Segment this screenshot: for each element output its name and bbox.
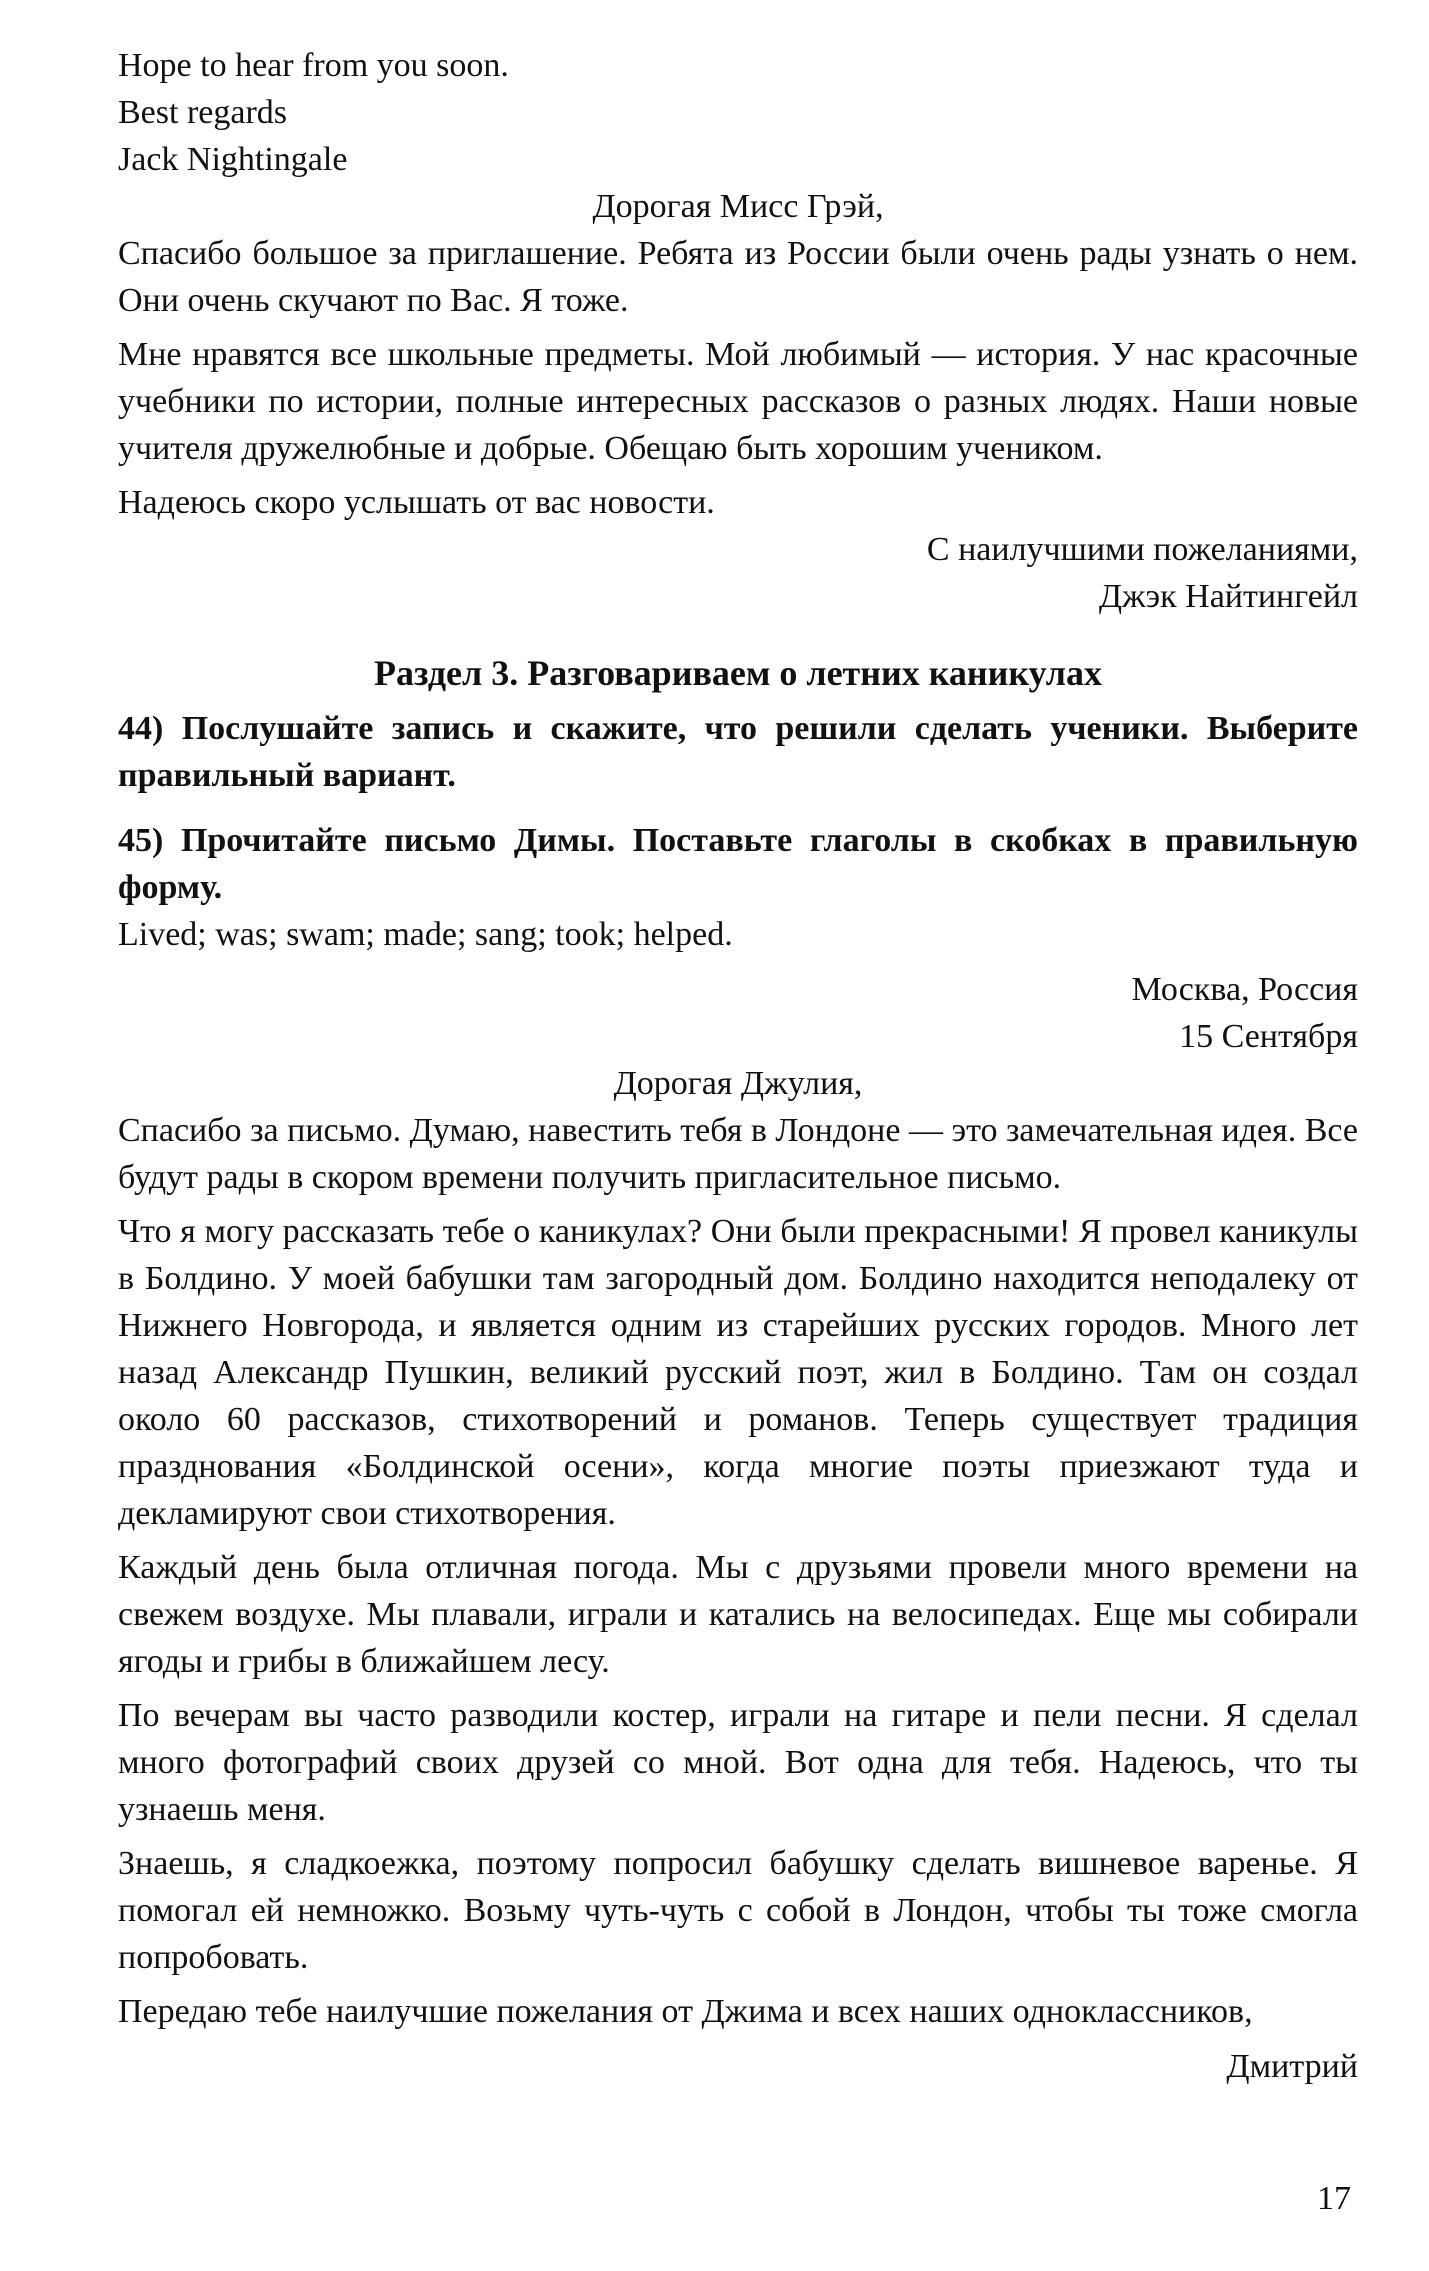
letter-paragraph: Спасибо за письмо. Думаю, навестить тебя в Лондоне — это замечательная идея. Все будут рады в скором времени получить пригласительное письмо. xyxy=(118,1112,1358,1196)
letter-paragraph: Каждый день была отличная погода. Мы с друзьями провели много времени на свежем воздухе. Мы плавали, играли и катались на велосипедах. Еще мы собирали ягоды и грибы в ближайшем лесу. xyxy=(118,1549,1358,1680)
letter-date: 15 Сентября xyxy=(1179,1018,1358,1055)
letter-end-regards: Best regards xyxy=(118,94,288,131)
letter-paragraph: Передаю тебе наилучшие пожелания от Джима и всех наших одноклассников, xyxy=(118,1993,1253,2030)
task-45-answers: Lived; was; swam; made; sang; took; helped. xyxy=(118,916,733,953)
section-title: Раздел 3. Разговариваем о летних каникулах xyxy=(374,653,1102,693)
letter-paragraph: Спасибо большое за приглашение. Ребята из России были очень рады узнать о нем. Они очень скучают по Вас. Я тоже. xyxy=(118,235,1358,319)
letter-signature: Дмитрий xyxy=(1226,2048,1358,2085)
letter-paragraph: Надеюсь скоро услышать от вас новости. xyxy=(118,484,715,521)
letter-paragraph: Что я могу рассказать тебе о каникулах? Они были прекрасными! Я провел каникулы в Болдино. У моей бабушки там загородный дом. Болдино находится неподалеку от Нижнего Новгорода, и является одним из старейших русских городов. Много лет назад Александр Пушкин, великий русский поэт, жил в Болдино. Там он создал около 60 рассказов, стихотворений и романов. Теперь существует традиция празднования «Болдинской осени», когда многие поэты приезжают туда и декламируют свои стихотворения. xyxy=(118,1213,1358,1532)
letter-paragraph: Знаешь, я сладкоежка, поэтому попросил бабушку сделать вишневое варенье. Я помогал ей немножко. Возьму чуть-чуть с собой в Лондон, чтобы ты тоже смогла попробовать. xyxy=(118,1845,1358,1976)
letter-greeting: Дорогая Мисс Грэй, xyxy=(592,188,884,225)
letter-paragraph: Мне нравятся все школьные предметы. Мой любимый — история. У нас красочные учебники по истории, полные интересных рассказов о разных людях. Наши новые учителя дружелюбные и добрые. Обещаю быть хорошим учеником. xyxy=(118,336,1358,467)
letter-greeting: Дорогая Джулия, xyxy=(613,1065,863,1102)
letter-end-line: Hope to hear from you soon. xyxy=(118,47,509,84)
task-44: 44) Послушайте запись и скажите, что решили сделать ученики. Выберите правильный вариант. xyxy=(118,710,1358,794)
letter-end-signature: Jack Nightingale xyxy=(118,141,348,178)
letter-closing: С наилучшими пожеланиями, xyxy=(926,531,1358,568)
letter-signature: Джэк Найтингейл xyxy=(1098,578,1358,615)
task-45: 45) Прочитайте письмо Димы. Поставьте глаголы в скобках в правильную форму. xyxy=(118,822,1358,906)
letter-place: Москва, Россия xyxy=(1131,971,1358,1008)
page-number: 17 xyxy=(1317,2180,1351,2217)
page-content xyxy=(118,42,1358,2090)
letter-paragraph: По вечерам вы часто разводили костер, играли на гитаре и пели песни. Я сделал много фотографий своих друзей со мной. Вот одна для тебя. Надеюсь, что ты узнаешь меня. xyxy=(118,1697,1358,1828)
